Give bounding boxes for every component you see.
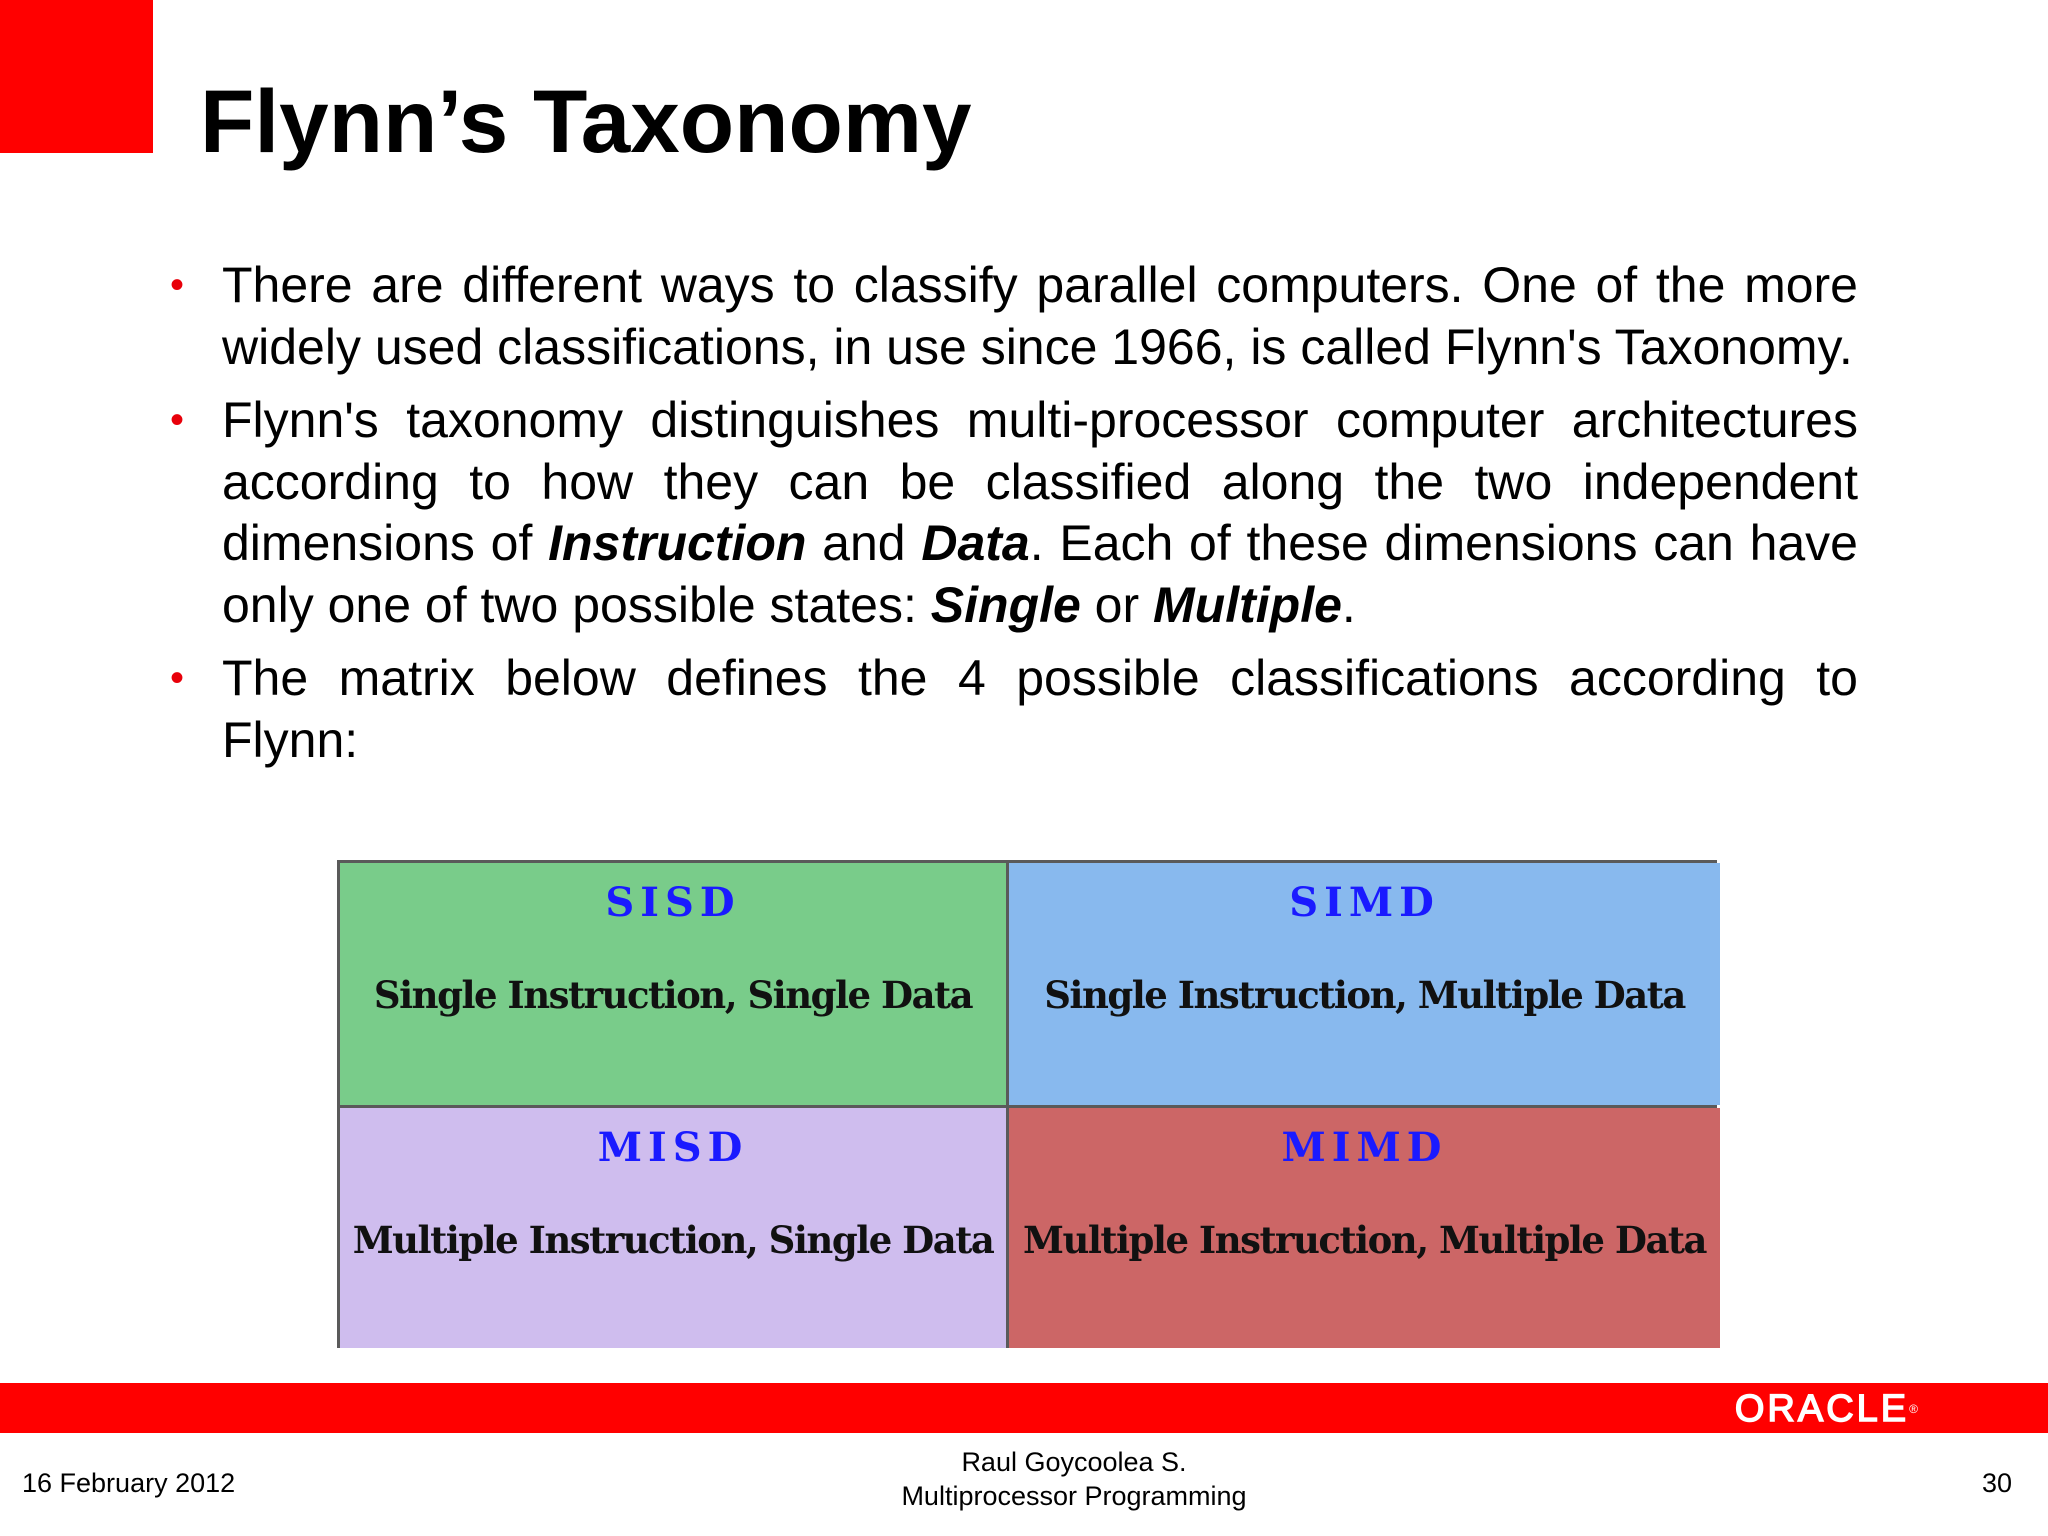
bullet-item — [170, 648, 1858, 771]
bullet-item — [170, 255, 1858, 378]
bullet-text — [222, 257, 1858, 375]
bullet-text-run: The matrix below defines the 4 possible classifications according to Flynn: — [222, 650, 1858, 768]
bullet-text-run: Flynn's taxonomy distinguishes multi-processor computer architectures according to how they can be classified along the two independent dimensions of — [222, 392, 1858, 571]
footer-bar — [0, 1383, 2048, 1433]
footer-center — [824, 1445, 1324, 1513]
matrix-cell-description: Single Instruction, Single Data — [373, 973, 973, 1017]
page-number: 30 — [1981, 1468, 2012, 1498]
corner-accent-block — [0, 0, 153, 153]
oracle-logo — [1735, 1389, 1918, 1429]
bullet-item — [170, 390, 1858, 636]
bullet-text-run: . — [1341, 576, 1356, 633]
footer-author: Raul Goycoolea S. — [961, 1447, 1187, 1477]
registered-mark-icon: ® — [1909, 1402, 1918, 1416]
bullet-text — [222, 392, 1858, 633]
oracle-logo-text: ORACLE — [1734, 1388, 1910, 1430]
matrix-cell-mimd — [1009, 1108, 1720, 1348]
emphasis-term: Instruction — [548, 515, 807, 571]
matrix-cell-sisd — [340, 863, 1006, 1105]
matrix-cell-description: Single Instruction, Multiple Data — [1044, 973, 1685, 1017]
bullet-text-run: and — [806, 515, 922, 571]
bullet-dot-icon: • — [170, 263, 185, 307]
flynn-matrix — [337, 860, 1717, 1348]
matrix-cell-simd — [1009, 863, 1720, 1105]
bullet-dot-icon: • — [170, 398, 185, 442]
matrix-cell-description: Multiple Instruction, Single Data — [352, 1218, 994, 1262]
matrix-cell-code: SIMD — [1289, 879, 1440, 926]
matrix-cell-code: SISD — [605, 879, 741, 926]
bullet-text-run: . Each of these dimensions can have only one of two possible states: — [222, 515, 1858, 633]
slide-title: Flynn’s Taxonomy — [200, 71, 972, 171]
matrix-cell-code: MISD — [597, 1124, 749, 1171]
bullet-dot-icon: • — [170, 656, 185, 700]
emphasis-term: Single — [930, 576, 1081, 633]
emphasis-term: Multiple — [1153, 576, 1342, 633]
matrix-cell-code: MIMD — [1281, 1124, 1448, 1171]
footer-course: Multiprocessor Programming — [901, 1481, 1247, 1511]
matrix-cell-misd — [340, 1108, 1006, 1348]
bullet-text — [222, 650, 1858, 768]
footer-date: 16 February 2012 — [22, 1468, 236, 1498]
emphasis-term: Data — [921, 515, 1030, 571]
bullet-list — [170, 255, 1858, 783]
bullet-text-run: or — [1080, 576, 1154, 633]
bullet-text-run: There are different ways to classify parallel computers. One of the more widely used classifications, in use since 1966, is called Flynn's Taxonomy. — [222, 257, 1858, 375]
matrix-cell-description: Multiple Instruction, Multiple Data — [1023, 1218, 1706, 1262]
